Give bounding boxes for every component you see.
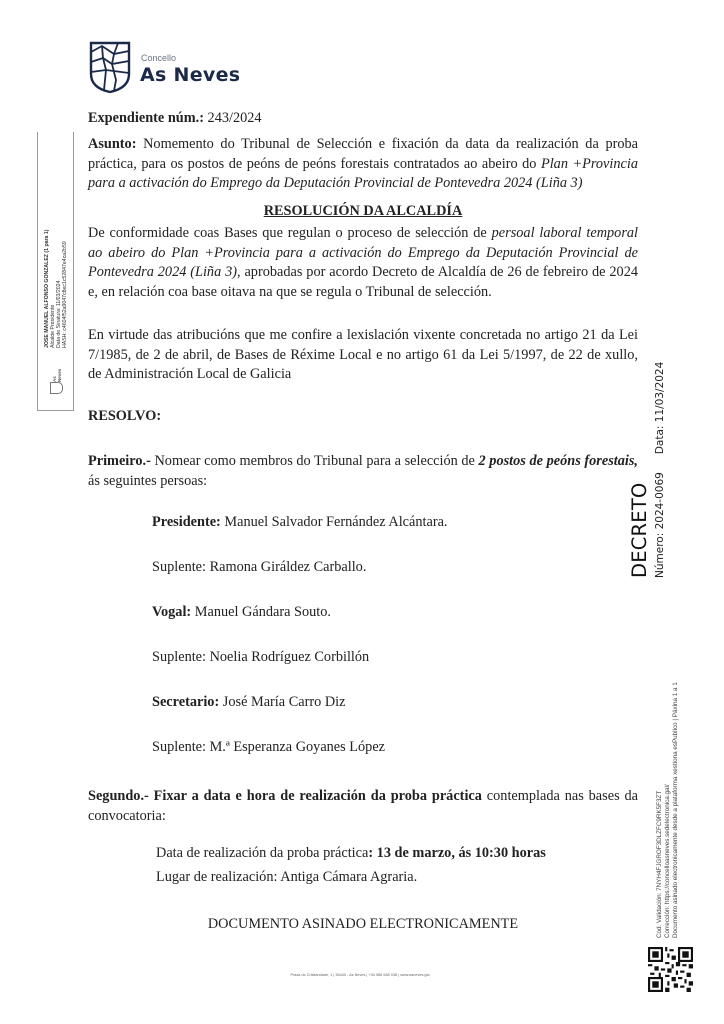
member-row [152,604,331,621]
exam-date-label: Data de realización da proba práctica [156,845,369,861]
segundo-label: Segundo.- Fixar a data e hora de realización da proba práctica [88,788,482,804]
member-row [152,514,448,531]
asunto-program: Plan +Provincia para a activación do Emprego da Deputación Provincial de Pontevedra 2024 (Liña 3) [88,155,638,192]
primeiro-positions: 2 postos de peóns forestais, [478,453,638,469]
paragraph-bases [88,224,638,302]
expediente-value: 243/2024 [203,110,262,126]
member-name: Suplente: Ramona Giráldez Carballo. [152,559,367,575]
signature-date: Data de Sinatura: 11/03/2024 [55,280,62,348]
member-name: José María Carro Diz [219,694,346,710]
decree-date: Data: 11/03/2024 [654,361,666,455]
validation-block [656,638,680,938]
decree-stamp [628,358,698,578]
segundo-text: contemplada nas bases da convocatoria: [88,788,639,824]
decree-number: Número: 2024-0069 [654,472,666,578]
primeiro-text: Nomear como membros do Tribunal para a selección de [150,453,479,469]
exam-date-value: : 13 de marzo, ás 10:30 horas [368,845,546,861]
signed-notice: DOCUMENTO ASINADO ELECTRONICAMENTE [207,916,519,932]
member-role: Secretario: [152,694,220,710]
member-name: Suplente: M.ª Esperanza Goyanes López [152,739,386,755]
exam-place: Lugar de realización: Antiga Cámara Agraria. [156,869,418,885]
p1-text-b: , aprobadas por acordo Decreto de Alcaldía de 26 de febreiro de 2024 e, en relación coa base oitava na que se regula o Tribunal de selección. [88,264,638,300]
decree-meta [654,362,666,578]
member-role: Vogal: [152,604,192,620]
signer-name: JOSE MANUEL ALFONSO GONZALEZ (1 para 1) [43,229,50,348]
resolution-title [88,203,638,220]
seal-shield-icon [50,382,63,394]
primeiro [88,452,638,491]
logo-name: As Neves [140,64,241,86]
signature-details [44,230,68,348]
qr-code-icon[interactable] [648,947,693,992]
footer-address: Praza do Cristiandade, 1 | 36440 - As Neves | +34 986 648 038 | www.asneves.gal [290,973,430,977]
primeiro-label: Primeiro.- [88,453,151,469]
member-row [152,694,345,711]
asunto [88,135,638,194]
verification-url[interactable]: Corrección: https://concelloasneves.sedelectronica.gal/ [664,784,671,938]
member-name: Manuel Gándara Souto. [191,604,331,620]
member-row [152,649,369,666]
signer-role: Alcalde Presidente [49,304,56,348]
resolution-title-text: RESOLUCIÓN DA ALCALDÍA [263,203,463,219]
asunto-label: Asunto: [88,136,137,152]
asunto-text: Nomemento do Tribunal de Selección e fixación da data da realización da proba práctica, para os postos de peóns de peóns forestais contratados ao abeiro do [88,136,638,172]
exam-date [156,845,546,862]
expediente [88,109,638,129]
signature-box [37,132,74,411]
member-name: Suplente: Noelia Rodríguez Corbillón [152,649,370,665]
validation-code: Cod. Validación: 7NYH4FJGROF3DLZFC9RK5F3ZT [656,790,663,938]
paragraph-legal-basis [88,326,638,385]
signature-note: Documento asinado electronicamente desde a plataforma xestiona esPublico | Páxina 1 a 1 [672,682,679,938]
municipality-logo [88,40,258,95]
shield-logo-icon [88,40,132,94]
expediente-label: Expendiente núm.: [88,110,204,126]
logo-subtitle: Concello [141,53,177,63]
p1-italic: persoal laboral temporal ao abeiro do Plan +Provincia para a activación do Emprego da Deputación Provincial de Pontevedra 2024 (Liña 3) [88,225,639,281]
member-row [152,559,366,576]
member-row [152,739,385,756]
p2-text: En virtude das atribucións que me confire a lexislación vixente concretada no artigo 21 da Lei 7/1985, de 2 de abril, de Bases de Réxime Local e no artigo 61 da Lei 5/1997, de 22 de xullo, de Administración Local de Galicia [88,327,638,383]
seal [47,364,65,394]
segundo [88,787,638,826]
resolvo-heading: RESOLVO: [88,408,162,424]
signature-hash: HASH: c4604f52a9047c8ec1c52847e4ca2b59 [61,241,68,348]
seal-text: As Neves [51,368,62,382]
decree-title: DECRETO [628,482,651,578]
p1-text-a: De conformidade coas Bases que regulan o proceso de selección de [88,225,492,241]
primeiro-end: ás seguintes persoas: [88,472,208,489]
member-name: Manuel Salvador Fernández Alcántara. [220,514,448,530]
member-role: Presidente: [152,514,221,530]
